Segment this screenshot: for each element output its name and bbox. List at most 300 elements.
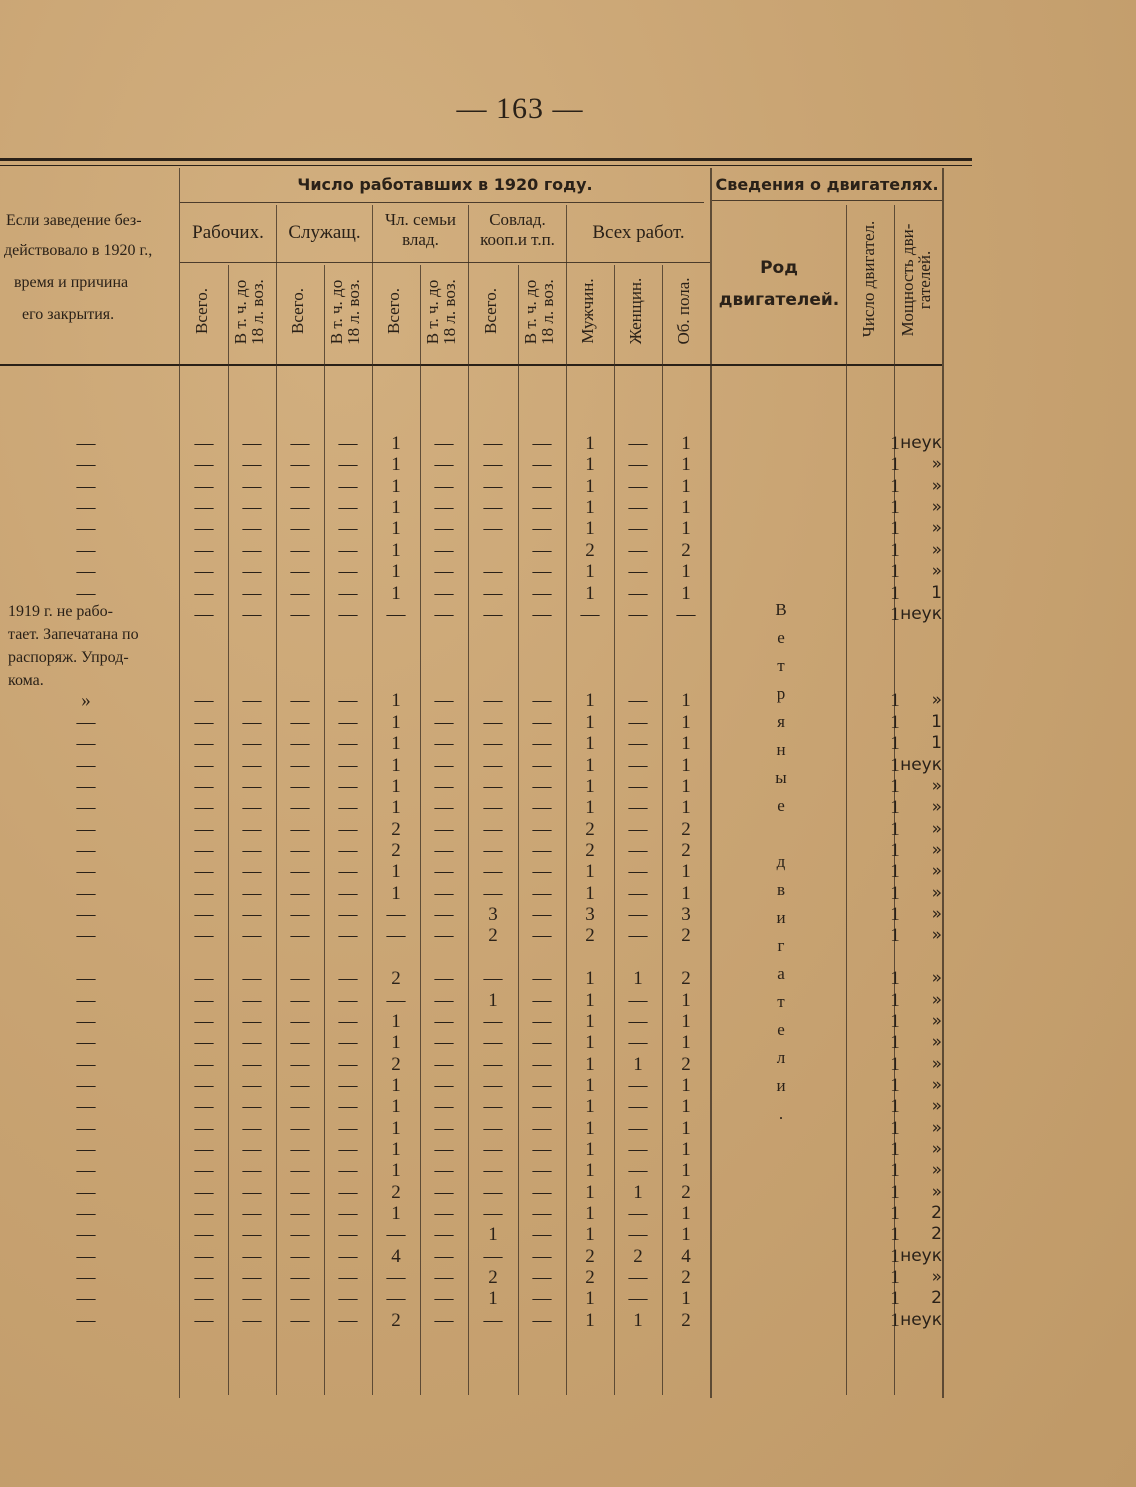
engine-count-cell: 1 bbox=[890, 690, 900, 711]
table-cell: 2 bbox=[391, 1182, 401, 1203]
table-cell: — bbox=[628, 925, 648, 946]
table-cell: 1 bbox=[391, 476, 401, 497]
row-left-cell: — bbox=[76, 1011, 96, 1032]
closure-note: 1919 г. не рабо- тает. Запечатана по распоряж. Упрод- кома. bbox=[8, 603, 139, 689]
table-cell: — bbox=[483, 583, 503, 604]
table-cell: — bbox=[194, 1203, 214, 1224]
left-note-line: его закрытия. bbox=[22, 306, 115, 323]
table-cell: — bbox=[532, 1011, 552, 1032]
table-cell: 1 bbox=[681, 1224, 691, 1245]
table-cell: 1 bbox=[391, 797, 401, 818]
table-cell: — bbox=[434, 904, 454, 925]
table-cell: — bbox=[290, 561, 310, 582]
table-cell: — bbox=[194, 712, 214, 733]
table-cell: 2 bbox=[585, 540, 595, 561]
table-cell: — bbox=[434, 454, 454, 475]
table-cell: — bbox=[434, 583, 454, 604]
sub-both: Об. пола. bbox=[674, 277, 693, 345]
row-left-cell: — bbox=[76, 861, 96, 882]
table-cell: 2 bbox=[681, 968, 691, 989]
engine-count-cell: 1 bbox=[890, 1160, 900, 1181]
table-cell: — bbox=[290, 776, 310, 797]
table-cell: — bbox=[338, 819, 358, 840]
engine-count-cell: 1 bbox=[890, 1118, 900, 1139]
table-cell: — bbox=[290, 733, 310, 754]
table-cell: — bbox=[338, 840, 358, 861]
table-cell: — bbox=[338, 1160, 358, 1181]
table-cell: — bbox=[386, 1267, 406, 1288]
engine-count-cell: 1 bbox=[890, 454, 900, 475]
row-left-cell: — bbox=[76, 1032, 96, 1053]
table-cell: 1 bbox=[585, 1075, 595, 1096]
table-cell: — bbox=[628, 1203, 648, 1224]
table-cell: — bbox=[483, 776, 503, 797]
table-cell: 1 bbox=[391, 454, 401, 475]
table-cell: — bbox=[242, 733, 262, 754]
table-cell: — bbox=[532, 1054, 552, 1075]
table-cell: — bbox=[290, 690, 310, 711]
table-cell: — bbox=[434, 819, 454, 840]
table-cell: — bbox=[483, 840, 503, 861]
table-cell: — bbox=[532, 476, 552, 497]
table-cell: — bbox=[290, 476, 310, 497]
engine-type-letter: н bbox=[776, 740, 786, 759]
table-cell: — bbox=[580, 604, 600, 625]
engine-power-cell: » bbox=[931, 840, 942, 860]
table-cell: — bbox=[242, 883, 262, 904]
row-left-cell: — bbox=[76, 1118, 96, 1139]
subgroup-rule bbox=[180, 262, 710, 263]
table-cell: — bbox=[483, 1182, 503, 1203]
table-cell: — bbox=[194, 561, 214, 582]
table-cell: — bbox=[242, 1160, 262, 1181]
table-cell: — bbox=[242, 433, 262, 454]
engine-power-cell: неук bbox=[900, 1246, 942, 1266]
table-cell: — bbox=[338, 540, 358, 561]
table-cell: — bbox=[483, 861, 503, 882]
engine-power-cell: » bbox=[931, 1139, 942, 1159]
table-cell: — bbox=[434, 1011, 454, 1032]
table-cell: 2 bbox=[585, 1246, 595, 1267]
engine-power-cell: » bbox=[931, 990, 942, 1010]
table-cell: — bbox=[242, 1267, 262, 1288]
table-cell: — bbox=[194, 1310, 214, 1331]
table-cell: — bbox=[194, 819, 214, 840]
table-cell: — bbox=[194, 1246, 214, 1267]
table-cell: — bbox=[532, 819, 552, 840]
table-cell: — bbox=[242, 904, 262, 925]
sub-minor: В т. ч. до 18 л. воз. bbox=[231, 279, 267, 345]
top-rule bbox=[0, 158, 972, 161]
table-cell: — bbox=[434, 925, 454, 946]
table-cell: — bbox=[338, 1224, 358, 1245]
engine-power-header: Мощность дви- гателей. bbox=[898, 223, 934, 337]
engine-power-cell: 2 bbox=[931, 1203, 942, 1223]
table-cell: — bbox=[194, 476, 214, 497]
table-cell: — bbox=[532, 968, 552, 989]
table-cell: — bbox=[628, 1118, 648, 1139]
table-cell: — bbox=[532, 561, 552, 582]
table-cell: 1 bbox=[488, 1224, 498, 1245]
engine-type-letter: л bbox=[776, 1048, 786, 1067]
engine-count-cell: 1 bbox=[890, 1182, 900, 1203]
table-cell: — bbox=[434, 776, 454, 797]
table-cell: 1 bbox=[681, 1203, 691, 1224]
sub-minor: В т. ч. до 18 л. воз. bbox=[423, 279, 459, 345]
table-cell: — bbox=[532, 840, 552, 861]
table-cell: — bbox=[242, 990, 262, 1011]
table-cell: — bbox=[290, 433, 310, 454]
row-left-cell: — bbox=[76, 776, 96, 797]
table-cell: — bbox=[434, 1288, 454, 1309]
table-cell: — bbox=[628, 518, 648, 539]
engine-power-cell: » bbox=[931, 904, 942, 924]
table-cell: — bbox=[628, 433, 648, 454]
sub-women: Женщин. bbox=[626, 277, 645, 345]
table-cell: — bbox=[532, 755, 552, 776]
table-cell: 1 bbox=[681, 1032, 691, 1053]
table-cell: — bbox=[338, 433, 358, 454]
engine-count-cell: 1 bbox=[890, 540, 900, 561]
table-cell: — bbox=[676, 604, 696, 625]
table-cell: — bbox=[290, 1182, 310, 1203]
table-cell: — bbox=[242, 797, 262, 818]
table-cell: 1 bbox=[681, 1118, 691, 1139]
engine-power-cell: » bbox=[931, 454, 942, 474]
engine-count-cell: 1 bbox=[890, 1096, 900, 1117]
table-cell: — bbox=[628, 755, 648, 776]
table-cell: — bbox=[532, 1182, 552, 1203]
table-cell: — bbox=[386, 904, 406, 925]
table-cell: — bbox=[532, 990, 552, 1011]
table-cell: — bbox=[194, 1288, 214, 1309]
table-cell: — bbox=[532, 1032, 552, 1053]
table-cell: — bbox=[628, 712, 648, 733]
engine-power-cell: 1 bbox=[931, 712, 942, 732]
table-cell: — bbox=[532, 1118, 552, 1139]
row-left-cell: — bbox=[76, 1075, 96, 1096]
engine-power-cell: » bbox=[931, 561, 942, 581]
table-cell: — bbox=[242, 497, 262, 518]
table-cell: — bbox=[434, 1182, 454, 1203]
table-cell: — bbox=[434, 755, 454, 776]
engine-type-letter: и bbox=[776, 1076, 786, 1095]
table-cell: — bbox=[194, 925, 214, 946]
engine-count-cell: 1 bbox=[890, 1267, 900, 1288]
table-cell: — bbox=[242, 454, 262, 475]
table-cell: 1 bbox=[391, 518, 401, 539]
table-cell: 1 bbox=[391, 1203, 401, 1224]
table-cell: 1 bbox=[391, 497, 401, 518]
table-cell: — bbox=[628, 990, 648, 1011]
table-cell: — bbox=[386, 925, 406, 946]
sub-minor: В т. ч. до 18 л. воз. bbox=[327, 279, 363, 345]
table-cell: — bbox=[434, 561, 454, 582]
table-cell: — bbox=[483, 476, 503, 497]
table-cell: 2 bbox=[681, 1054, 691, 1075]
row-left-cell: — bbox=[76, 1139, 96, 1160]
table-cell: — bbox=[628, 1075, 648, 1096]
table-cell: — bbox=[338, 1054, 358, 1075]
table-cell: — bbox=[242, 861, 262, 882]
table-cell: 1 bbox=[585, 1118, 595, 1139]
table-cell: — bbox=[242, 690, 262, 711]
table-cell: — bbox=[242, 1246, 262, 1267]
row-left-cell: — bbox=[76, 990, 96, 1011]
table-cell: — bbox=[290, 1160, 310, 1181]
table-cell: — bbox=[194, 990, 214, 1011]
table-cell: 1 bbox=[488, 990, 498, 1011]
table-cell: — bbox=[242, 755, 262, 776]
table-cell: 2 bbox=[585, 840, 595, 861]
engine-count-cell: 1 bbox=[890, 968, 900, 989]
row-left-cell: — bbox=[76, 1182, 96, 1203]
engine-count-cell: 1 bbox=[890, 1054, 900, 1075]
table-cell: — bbox=[290, 883, 310, 904]
table-cell: — bbox=[194, 540, 214, 561]
table-cell: 1 bbox=[391, 1160, 401, 1181]
table-cell: — bbox=[290, 755, 310, 776]
table-cell: — bbox=[434, 840, 454, 861]
engine-type-letter: . bbox=[778, 1104, 784, 1123]
table-cell: — bbox=[290, 861, 310, 882]
table-cell: — bbox=[194, 861, 214, 882]
table-cell: 1 bbox=[391, 861, 401, 882]
table-cell: — bbox=[386, 604, 406, 625]
table-cell: 1 bbox=[681, 1288, 691, 1309]
table-cell: — bbox=[338, 1075, 358, 1096]
table-cell: — bbox=[532, 904, 552, 925]
row-left-cell: — bbox=[76, 540, 96, 561]
table-cell: 1 bbox=[585, 1224, 595, 1245]
table-cell: — bbox=[290, 1310, 310, 1331]
engine-power-cell: неук bbox=[900, 433, 942, 453]
table-cell: — bbox=[434, 604, 454, 625]
table-cell: — bbox=[483, 1310, 503, 1331]
table-cell: 2 bbox=[391, 819, 401, 840]
table-cell: — bbox=[290, 1011, 310, 1032]
table-cell: 1 bbox=[681, 797, 691, 818]
table-cell: — bbox=[338, 1203, 358, 1224]
engine-type-letter: ы bbox=[775, 768, 787, 787]
table-cell: — bbox=[290, 518, 310, 539]
row-left-cell: » bbox=[81, 690, 91, 711]
table-cell: — bbox=[242, 1118, 262, 1139]
table-cell: — bbox=[290, 1118, 310, 1139]
table-cell: 1 bbox=[681, 733, 691, 754]
engine-type-letter: д bbox=[776, 852, 786, 871]
table-cell: — bbox=[242, 476, 262, 497]
table-cell: 2 bbox=[633, 1246, 643, 1267]
table-cell: — bbox=[338, 583, 358, 604]
table-cell: — bbox=[242, 1075, 262, 1096]
table-cell: — bbox=[628, 1139, 648, 1160]
table-cell: — bbox=[194, 904, 214, 925]
table-cell: — bbox=[532, 797, 552, 818]
engine-power-cell: » bbox=[931, 819, 942, 839]
table-cell: 1 bbox=[681, 776, 691, 797]
table-cell: — bbox=[194, 454, 214, 475]
table-cell: — bbox=[483, 1160, 503, 1181]
table-cell: — bbox=[194, 583, 214, 604]
engine-count-cell: 1 bbox=[890, 476, 900, 497]
table-cell: 2 bbox=[585, 925, 595, 946]
left-note-line: действовало в 1920 г., bbox=[4, 242, 153, 259]
table-cell: 1 bbox=[585, 1139, 595, 1160]
table-cell: — bbox=[532, 1224, 552, 1245]
table-cell: 1 bbox=[391, 883, 401, 904]
engine-count-cell: 1 bbox=[890, 883, 900, 904]
table-cell: 3 bbox=[585, 904, 595, 925]
table-cell: — bbox=[532, 604, 552, 625]
row-left-cell: — bbox=[76, 968, 96, 989]
table-cell: 1 bbox=[391, 712, 401, 733]
left-note-line: время и причина bbox=[14, 274, 129, 291]
col-divider-right bbox=[942, 168, 944, 1398]
table-cell: — bbox=[194, 1267, 214, 1288]
table-cell: — bbox=[434, 861, 454, 882]
table-cell: — bbox=[434, 1075, 454, 1096]
table-cell: — bbox=[628, 1032, 648, 1053]
engine-type-letter: е bbox=[777, 1020, 785, 1039]
row-left-cell: — bbox=[76, 883, 96, 904]
table-cell: — bbox=[194, 604, 214, 625]
table-cell: — bbox=[483, 1054, 503, 1075]
row-left-cell: — bbox=[76, 712, 96, 733]
table-cell: — bbox=[242, 1011, 262, 1032]
table-cell: — bbox=[628, 904, 648, 925]
table-cell: — bbox=[483, 604, 503, 625]
table-cell: — bbox=[434, 497, 454, 518]
table-cell: 1 bbox=[585, 1054, 595, 1075]
table-cell: — bbox=[532, 433, 552, 454]
table-cell: — bbox=[290, 840, 310, 861]
table-cell: — bbox=[194, 1032, 214, 1053]
table-cell: 2 bbox=[391, 1310, 401, 1331]
table-cell: — bbox=[194, 797, 214, 818]
engine-title-rule bbox=[712, 200, 942, 201]
table-cell: — bbox=[194, 1011, 214, 1032]
engine-count-cell: 1 bbox=[890, 776, 900, 797]
row-left-cell: — bbox=[76, 454, 96, 475]
engine-power-cell: неук bbox=[900, 1310, 942, 1330]
table-cell: — bbox=[338, 1288, 358, 1309]
table-cell: 1 bbox=[585, 883, 595, 904]
table-cell: 1 bbox=[391, 733, 401, 754]
engine-power-cell: » bbox=[931, 1096, 942, 1116]
table-cell: 1 bbox=[391, 583, 401, 604]
engine-count-cell: 1 bbox=[890, 1288, 900, 1309]
engine-power-cell: » bbox=[931, 690, 942, 710]
table-cell: — bbox=[338, 990, 358, 1011]
engine-power-cell: неук bbox=[900, 755, 942, 775]
engine-power-cell: » bbox=[931, 1054, 942, 1074]
table-cell: 1 bbox=[391, 433, 401, 454]
table-cell: 1 bbox=[585, 454, 595, 475]
table-cell: — bbox=[483, 755, 503, 776]
engine-power-cell: 2 bbox=[931, 1224, 942, 1244]
table-cell: — bbox=[290, 1054, 310, 1075]
engine-power-cell: » bbox=[931, 1160, 942, 1180]
table-cell: 1 bbox=[681, 1096, 691, 1117]
table-cell: — bbox=[628, 797, 648, 818]
table-cell: — bbox=[434, 1310, 454, 1331]
table-cell: — bbox=[483, 1118, 503, 1139]
table-cell: — bbox=[483, 1203, 503, 1224]
engine-count-cell: 1 bbox=[890, 1139, 900, 1160]
table-cell: — bbox=[532, 733, 552, 754]
row-left-cell: — bbox=[76, 1224, 96, 1245]
engine-power-cell: 1 bbox=[931, 733, 942, 753]
table-cell: — bbox=[338, 1011, 358, 1032]
table-cell: — bbox=[628, 1096, 648, 1117]
table-cell: — bbox=[194, 497, 214, 518]
table-cell: — bbox=[628, 1267, 648, 1288]
table-cell: — bbox=[242, 1203, 262, 1224]
table-cell: 1 bbox=[585, 797, 595, 818]
table-cell: 1 bbox=[681, 690, 691, 711]
engine-count-cell: 1 bbox=[890, 1246, 900, 1267]
table-cell: 1 bbox=[681, 454, 691, 475]
table-cell: — bbox=[242, 1032, 262, 1053]
table-cell: — bbox=[290, 1032, 310, 1053]
engine-count-cell: 1 bbox=[890, 861, 900, 882]
table-cell: — bbox=[532, 454, 552, 475]
engine-count-cell: 1 bbox=[890, 518, 900, 539]
table-cell: — bbox=[338, 561, 358, 582]
table-cell: 4 bbox=[681, 1246, 691, 1267]
table-cell: — bbox=[434, 476, 454, 497]
table-cell: 1 bbox=[585, 583, 595, 604]
table-cell: 1 bbox=[633, 968, 643, 989]
table-cell: — bbox=[532, 883, 552, 904]
table-cell: — bbox=[628, 1160, 648, 1181]
table-cell: — bbox=[386, 990, 406, 1011]
table-cell: — bbox=[290, 925, 310, 946]
table-cell: — bbox=[290, 1139, 310, 1160]
table-cell: — bbox=[194, 1224, 214, 1245]
engines-title: Сведения о двигателях. bbox=[715, 175, 939, 194]
table-cell: 1 bbox=[391, 755, 401, 776]
table-cell: — bbox=[242, 1139, 262, 1160]
table-cell: 1 bbox=[681, 561, 691, 582]
row-left-cell: — bbox=[76, 1160, 96, 1181]
table-cell: — bbox=[290, 904, 310, 925]
engine-count-cell: 1 bbox=[890, 561, 900, 582]
table-cell: — bbox=[242, 1224, 262, 1245]
engine-count-cell: 1 bbox=[890, 1310, 900, 1331]
table-cell: — bbox=[242, 583, 262, 604]
engine-count-cell: 1 bbox=[890, 1224, 900, 1245]
table-cell: — bbox=[338, 904, 358, 925]
table-cell: — bbox=[628, 583, 648, 604]
table-cell: — bbox=[290, 540, 310, 561]
table-cell: — bbox=[532, 925, 552, 946]
table-cell: 1 bbox=[585, 497, 595, 518]
table-cell: — bbox=[242, 776, 262, 797]
engine-count-cell: 1 bbox=[890, 1075, 900, 1096]
table-cell: — bbox=[242, 925, 262, 946]
table-cell: 3 bbox=[681, 904, 691, 925]
table-cell: — bbox=[532, 690, 552, 711]
engine-count-cell: 1 bbox=[890, 1203, 900, 1224]
table-cell: — bbox=[290, 1096, 310, 1117]
row-left-cell: — bbox=[76, 1096, 96, 1117]
engine-count-cell: 1 bbox=[890, 925, 900, 946]
table-cell: — bbox=[194, 883, 214, 904]
engine-power-cell: » bbox=[931, 1075, 942, 1095]
table-cell: — bbox=[194, 733, 214, 754]
